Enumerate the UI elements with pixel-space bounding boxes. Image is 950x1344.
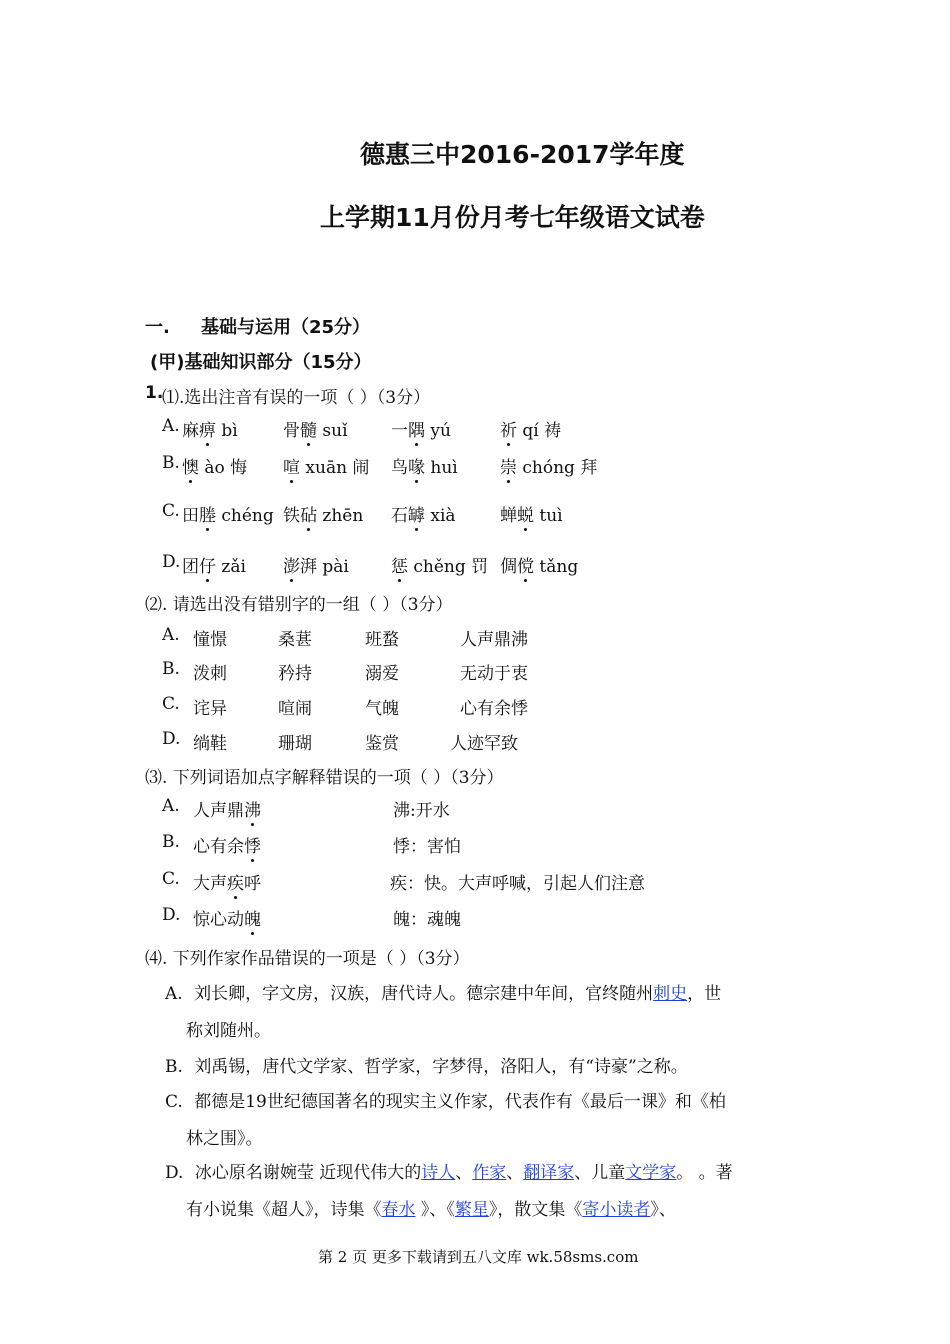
option-phrase <box>193 796 261 821</box>
option-text: 刘禹锡，唐代文学家、哲学家，字梦得，洛阳人，有“诗豪”之称。 <box>194 1057 688 1077</box>
q4-option-b <box>165 1052 688 1077</box>
link-literary-figure[interactable]: 文学家 <box>625 1163 677 1183</box>
link-chunshui[interactable]: 春水 <box>381 1200 416 1220</box>
pinyin: chěng 罚 <box>408 557 489 577</box>
option-word: 人迹罕致 <box>450 734 518 754</box>
dotted-char: 傥 <box>517 552 534 577</box>
link-ji-xiao-duzhe[interactable]: 寄小读者 <box>582 1200 651 1220</box>
option-letter: D. <box>162 729 181 749</box>
option-text: 刘长卿，字文房，汉族，唐代诗人。德宗建中年间，官终随州 <box>194 984 654 1004</box>
link-writer[interactable]: 作家 <box>472 1163 507 1183</box>
phrase-text: 人声鼎 <box>193 801 244 821</box>
dotted-char: 髓 <box>300 416 317 441</box>
word-text: 石 <box>391 506 408 526</box>
pinyin: bì <box>216 421 238 441</box>
dotted-char: 塍 <box>199 501 216 526</box>
option-word: 喧闹 <box>278 699 312 719</box>
option-word: 心有余悸 <box>460 699 528 719</box>
pinyin: 湃 pài <box>300 557 349 577</box>
option-letter: B. <box>162 832 180 852</box>
option-letter: D. <box>162 905 181 925</box>
dotted-char: 悸 <box>244 832 261 857</box>
option-text: ，世 <box>687 984 722 1004</box>
pinyin: huì <box>425 458 458 478</box>
q4-option-a-line2: 称刘随州。 <box>186 1021 271 1041</box>
word-text: 铁 <box>283 506 300 526</box>
pinyin: zhēn <box>317 506 364 526</box>
dotted-char: 祈 <box>500 416 517 441</box>
link-cishi[interactable]: 刺史 <box>653 984 688 1004</box>
option-word: 气魄 <box>365 699 399 719</box>
pinyin: zǎi <box>216 557 246 577</box>
option-word: 绱鞋 <box>193 734 227 754</box>
option-word: 泼刺 <box>193 664 227 684</box>
dotted-char: 砧 <box>300 501 317 526</box>
option-letter: A. <box>165 984 183 1004</box>
option-phrase <box>193 869 261 894</box>
dotted-char: 喙 <box>408 453 425 478</box>
option-letter: C. <box>162 501 180 521</box>
option-text: 、儿童 <box>574 1163 626 1183</box>
pinyin: xuān 闹 <box>300 458 370 478</box>
dotted-char: 罅 <box>408 501 425 526</box>
q4-option-c-line1 <box>165 1087 726 1112</box>
option-phrase <box>193 905 261 930</box>
section-number: 一. <box>145 317 170 338</box>
option-word <box>391 501 456 526</box>
pinyin: chéng <box>216 506 274 526</box>
page-footer: 第 2 页 更多下载请到五八文库 wk.58sms.com <box>318 1248 639 1266</box>
option-explanation: 悸：害怕 <box>393 837 461 857</box>
dotted-char: 惩 <box>391 552 408 577</box>
phrase-text: 心有余 <box>193 837 244 857</box>
option-text: 冰心原名谢婉莹 近现代伟大的 <box>194 1163 422 1183</box>
separator: 、 <box>506 1163 524 1183</box>
option-letter: B. <box>162 659 180 679</box>
dotted-char: 隅 <box>408 416 425 441</box>
option-word <box>500 416 561 441</box>
title-line-1: 德惠三中2016-2017学年度 <box>360 140 685 169</box>
option-word <box>283 501 363 526</box>
link-translator[interactable]: 翻译家 <box>523 1163 575 1183</box>
q4-option-d-line1 <box>165 1158 733 1183</box>
pinyin: xià <box>425 506 456 526</box>
option-word <box>391 552 488 577</box>
option-word <box>500 501 563 526</box>
dotted-char: 澎 <box>283 552 300 577</box>
phrase-text: 呼 <box>244 874 261 894</box>
option-letter: A. <box>162 416 180 436</box>
dotted-char: 崇 <box>500 453 517 478</box>
option-text: 都德是19世纪德国著名的现实主义作家，代表作有《最后一课》和《柏 <box>194 1092 726 1112</box>
q3-stem: ⑶. 下列词语加点字解释错误的一项（ ）（3分） <box>145 768 504 788</box>
q4-option-c-line2: 林之围》。 <box>186 1129 263 1149</box>
dotted-char: 疾 <box>227 869 244 894</box>
option-text: 有小说集《超人》，诗集《 <box>186 1200 382 1220</box>
option-text: 》、 <box>650 1200 676 1220</box>
option-word <box>283 453 369 478</box>
pinyin: qí 祷 <box>517 421 562 441</box>
option-text: 》，散文集《 <box>488 1200 583 1220</box>
link-poet[interactable]: 诗人 <box>421 1163 456 1183</box>
phrase-text: 大声 <box>193 874 227 894</box>
phrase-text: 惊心动 <box>193 910 244 930</box>
option-word: 人声鼎沸 <box>460 630 528 650</box>
option-explanation: 魄：魂魄 <box>393 910 461 930</box>
option-word <box>500 453 597 478</box>
option-word: 珊瑚 <box>278 734 312 754</box>
pinyin: tuì <box>534 506 563 526</box>
word-text: 田 <box>182 506 199 526</box>
option-word: 溺爱 <box>365 664 399 684</box>
pinyin: yú <box>425 421 451 441</box>
option-word: 憧憬 <box>193 630 227 650</box>
option-letter: C. <box>162 694 180 714</box>
subsection-heading: (甲)基础知识部分（15分） <box>150 352 372 373</box>
option-letter: A. <box>162 625 180 645</box>
option-word: 鉴赏 <box>365 734 399 754</box>
word-text: 骨 <box>283 421 300 441</box>
option-letter: C. <box>165 1092 183 1112</box>
dotted-char: 沸 <box>244 796 261 821</box>
dotted-char: 魄 <box>244 905 261 930</box>
option-word: 诧异 <box>193 699 227 719</box>
word-text: 蝉 <box>500 506 517 526</box>
separator: 、 <box>455 1163 473 1183</box>
option-letter: B. <box>165 1057 183 1077</box>
option-letter: C. <box>162 869 180 889</box>
q4-stem: ⑷. 下列作家作品错误的一项是（ ）（3分） <box>145 949 470 969</box>
option-explanation: 疾：快。大声呼喊，引起人们注意 <box>390 874 645 894</box>
title-line-2: 上学期11月份月考七年级语文试卷 <box>320 203 705 232</box>
word-text: 一 <box>391 421 408 441</box>
option-word <box>182 552 246 577</box>
dotted-char: 痹 <box>199 416 216 441</box>
dotted-char: 喧 <box>283 453 300 478</box>
section-heading: 基础与运用（25分） <box>201 317 371 338</box>
word-text: 麻 <box>182 421 199 441</box>
option-letter: A. <box>162 796 180 816</box>
word-text: 团 <box>182 557 199 577</box>
dotted-char: 懊 <box>182 453 199 478</box>
option-word <box>283 552 349 577</box>
option-letter: D. <box>162 552 181 572</box>
option-phrase <box>193 832 261 857</box>
link-fanxing[interactable]: 繁星 <box>454 1200 489 1220</box>
option-letter: B. <box>162 453 180 473</box>
option-letter: D. <box>165 1163 184 1183</box>
word-text: 倜 <box>500 557 517 577</box>
option-word: 班蝥 <box>365 630 399 650</box>
option-explanation: 沸:开水 <box>393 801 450 821</box>
q2-stem: ⑵. 请选出没有错别字的一组（ ）（3分） <box>145 595 453 615</box>
q1-stem: ⑴.选出注音有误的一项（ ）（3分） <box>162 388 431 408</box>
option-word <box>182 501 274 526</box>
option-text: 。 。著 <box>676 1163 733 1183</box>
option-word: 矜持 <box>278 664 312 684</box>
dotted-char: 仔 <box>199 552 216 577</box>
option-word <box>283 416 348 441</box>
option-word <box>391 453 458 478</box>
option-word <box>182 416 238 441</box>
pinyin: suǐ <box>317 421 348 441</box>
pinyin: chóng 拜 <box>517 458 598 478</box>
option-word: 无动于衷 <box>460 664 528 684</box>
word-text: 鸟 <box>391 458 408 478</box>
dotted-char: 蜕 <box>517 501 534 526</box>
option-word <box>500 552 578 577</box>
option-word <box>182 453 247 478</box>
option-word: 桑葚 <box>278 630 312 650</box>
q1-number: 1. <box>145 383 164 403</box>
option-word <box>391 416 451 441</box>
pinyin: tǎng <box>534 557 579 577</box>
q4-option-d-line2 <box>186 1195 676 1220</box>
pinyin: ào 悔 <box>199 458 248 478</box>
q4-option-a-line1 <box>165 979 721 1004</box>
option-text: 》、《 <box>415 1200 455 1220</box>
